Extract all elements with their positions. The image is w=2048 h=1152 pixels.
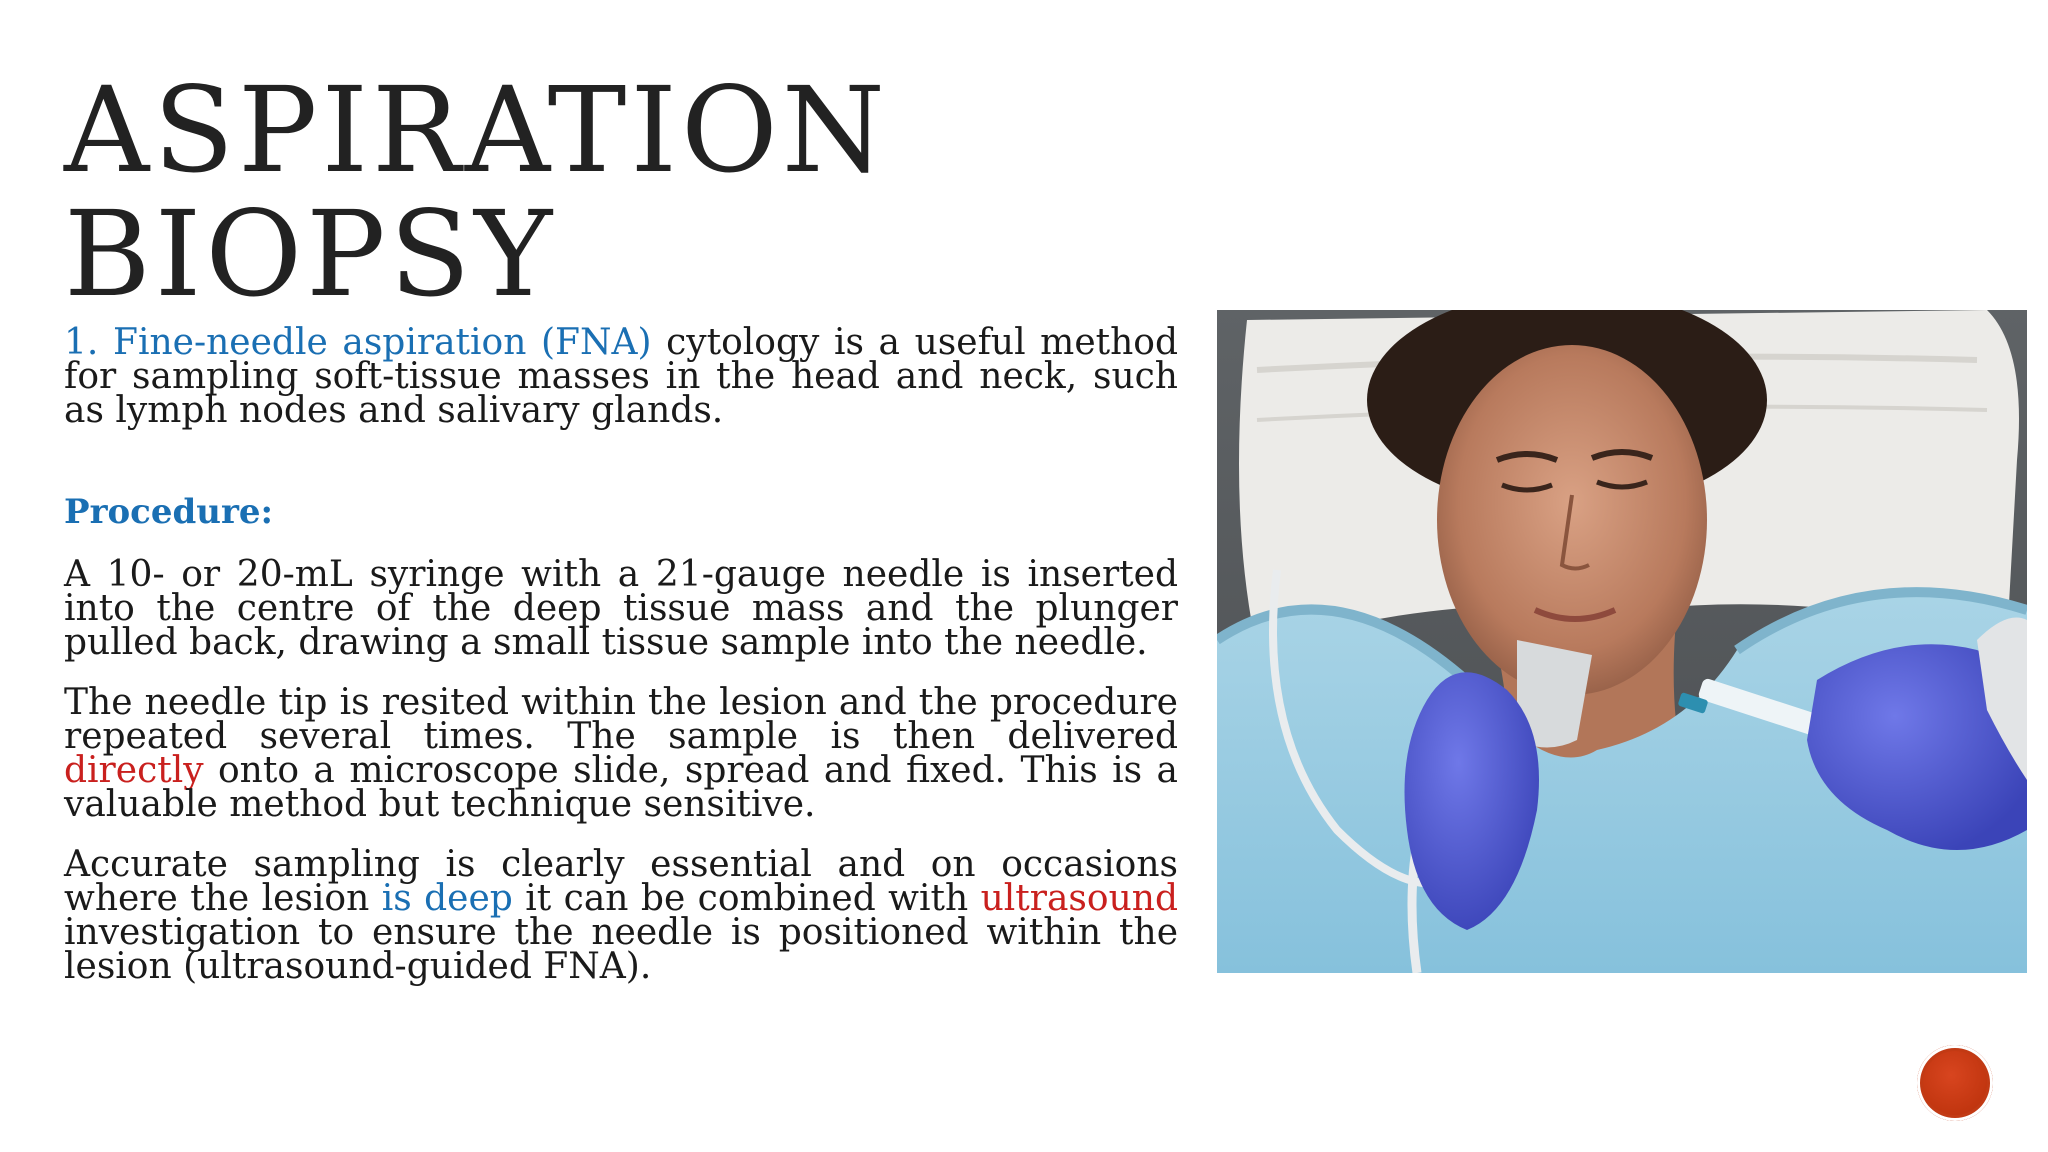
para3-text-middle: it can be combined with bbox=[512, 878, 981, 919]
title-line-1: ASPIRATION bbox=[64, 61, 889, 199]
title-line-2: BIOPSY bbox=[64, 185, 557, 323]
slide-body bbox=[64, 322, 1178, 1010]
para2-highlight: directly bbox=[64, 750, 204, 791]
intro-term: Fine-needle aspiration (FNA) bbox=[112, 322, 652, 363]
procedure-heading: Procedure: bbox=[64, 492, 274, 532]
para3-highlight-red: ultrasound bbox=[980, 878, 1178, 919]
procedure-paragraph-1: A 10- or 20-mL syringe with a 21-gauge needle is inserted into the centre of the deep tissue mass and the plunger pulled back, drawing a small tissue sample into the needle. bbox=[64, 554, 1178, 663]
para3-text-before: Accurate sampling is clearly essential and on occasions where the lesion bbox=[64, 844, 1178, 919]
para2-text-after: onto a microscope slide, spread and fixed. This is a valuable method but technique sensitive. bbox=[64, 750, 1178, 825]
slide-title bbox=[64, 61, 889, 323]
para3-text-after: investigation to ensure the needle is positioned within the lesion (ultrasound-guided FNA). bbox=[64, 912, 1178, 987]
para3-highlight-blue: is deep bbox=[381, 878, 513, 919]
next-slide-button[interactable] bbox=[1917, 1045, 1993, 1121]
procedure-paragraph-3 bbox=[64, 844, 1178, 987]
face bbox=[1437, 345, 1707, 695]
para2-text-before: The needle tip is resited within the lesion and the procedure repeated several times. The sample is then delivered bbox=[64, 682, 1178, 757]
intro-text: cytology is a useful method for sampling soft-tissue masses in the head and neck, such as lymph nodes and salivary glands. bbox=[64, 322, 1178, 431]
procedure-paragraph-2 bbox=[64, 682, 1178, 825]
intro-paragraph bbox=[64, 322, 1178, 431]
photo-illustration bbox=[1217, 310, 2027, 973]
patient-ultrasound-photo bbox=[1217, 310, 2027, 973]
intro-number: 1. bbox=[64, 322, 99, 363]
